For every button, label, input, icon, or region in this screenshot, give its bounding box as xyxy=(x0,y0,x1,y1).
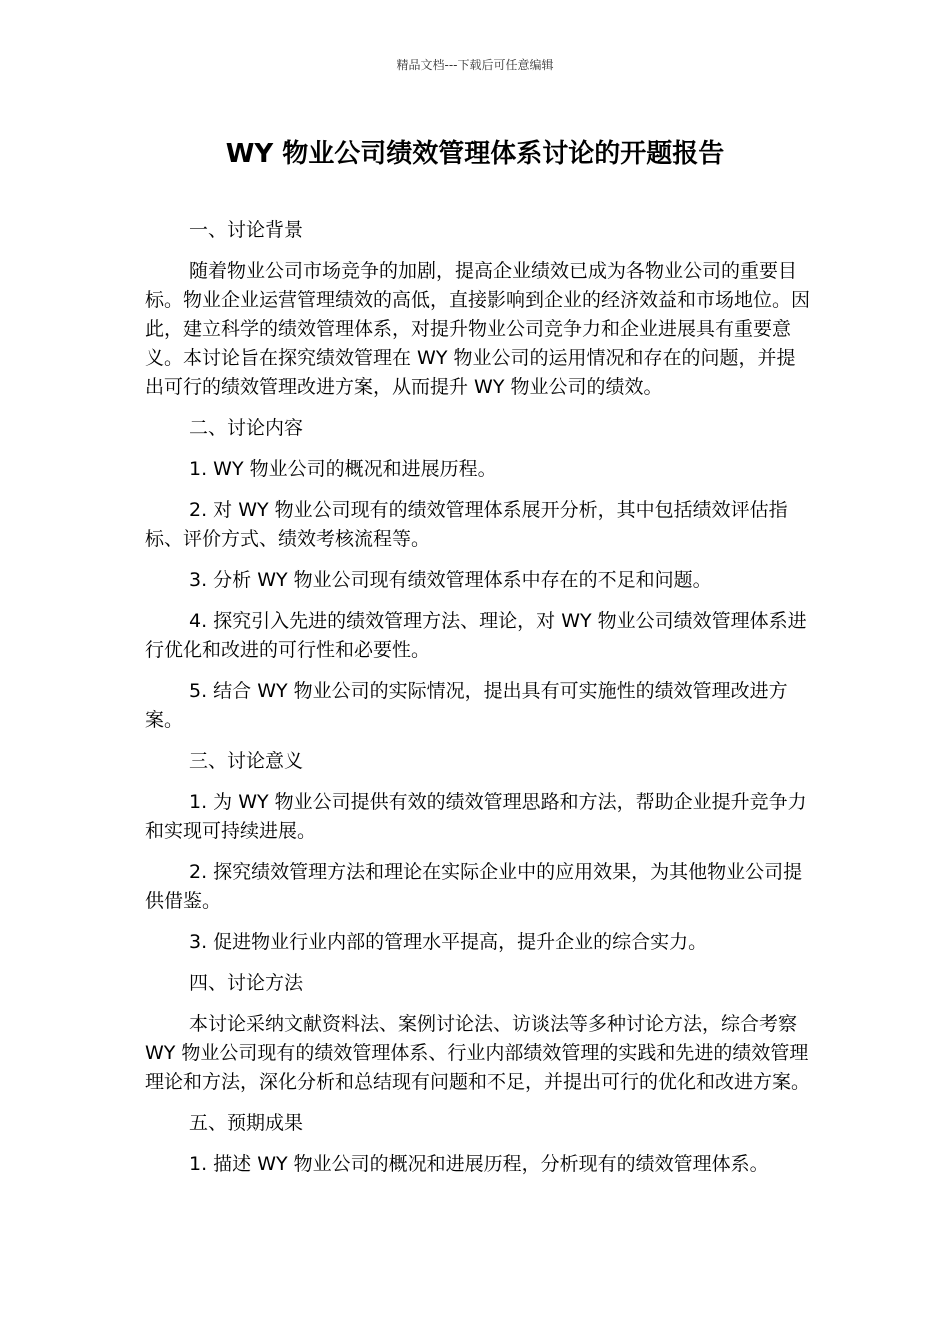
section-heading-outcomes: 五、预期成果 xyxy=(189,1112,304,1134)
paragraph-background: 随着物业公司市场竞争的加剧，提高企业绩效已成为各物业公司的重要目标。物业企业运营管理绩效的高低，直接影响到企业的经济效益和市场地位。因此，建立科学的绩效管理体系，对提升物业公司竞争力和企业进展具有重要意义。本讨论旨在探究绩效管理在 WY 物业公司的运用情况和存在的问题，并提出可行的绩效管理改进方案，从而提升 WY 物业公司的绩效。 xyxy=(145,260,811,398)
content-item-4: 4. 探究引入先进的绩效管理方法、理论，对 WY 物业公司绩效管理体系进行优化和改进的可行性和必要性。 xyxy=(145,610,807,661)
content-item-3: 3. 分析 WY 物业公司现有绩效管理体系中存在的不足和问题。 xyxy=(189,569,712,591)
section-heading-content: 二、讨论内容 xyxy=(189,417,304,439)
content-item-1: 1. WY 物业公司的概况和进展历程。 xyxy=(189,458,497,480)
section-heading-background: 一、讨论背景 xyxy=(189,219,304,241)
section-heading-significance: 三、讨论意义 xyxy=(189,750,304,772)
significance-item-3: 3. 促进物业行业内部的管理水平提高，提升企业的综合实力。 xyxy=(189,931,708,953)
document-body xyxy=(145,216,810,1191)
content-item-5: 5. 结合 WY 物业公司的实际情况，提出具有可实施性的绩效管理改进方案。 xyxy=(145,680,788,731)
document-title: WY 物业公司绩效管理体系讨论的开题报告 xyxy=(225,139,725,169)
outcome-item-1: 1. 描述 WY 物业公司的概况和进展历程，分析现有的绩效管理体系。 xyxy=(189,1153,769,1175)
paragraph-methods: 本讨论采纳文献资料法、案例讨论法、访谈法等多种讨论方法，综合考察 WY 物业公司现有的绩效管理体系、行业内部绩效管理的实践和先进的绩效管理理论和方法，深化分析和总结现有问题和不足，并提出可行的优化和改进方案。 xyxy=(145,1013,811,1093)
content-item-2: 2. 对 WY 物业公司现有的绩效管理体系展开分析，其中包括绩效评估指标、评价方式、绩效考核流程等。 xyxy=(145,499,788,550)
significance-item-1: 1. 为 WY 物业公司提供有效的绩效管理思路和方法，帮助企业提升竞争力和实现可持续进展。 xyxy=(145,791,807,842)
section-heading-methods: 四、讨论方法 xyxy=(189,972,304,994)
significance-item-2: 2. 探究绩效管理方法和理论在实际企业中的应用效果，为其他物业公司提供借鉴。 xyxy=(145,861,803,912)
header-note: 精品文档---下载后可任意编辑 xyxy=(396,58,554,72)
